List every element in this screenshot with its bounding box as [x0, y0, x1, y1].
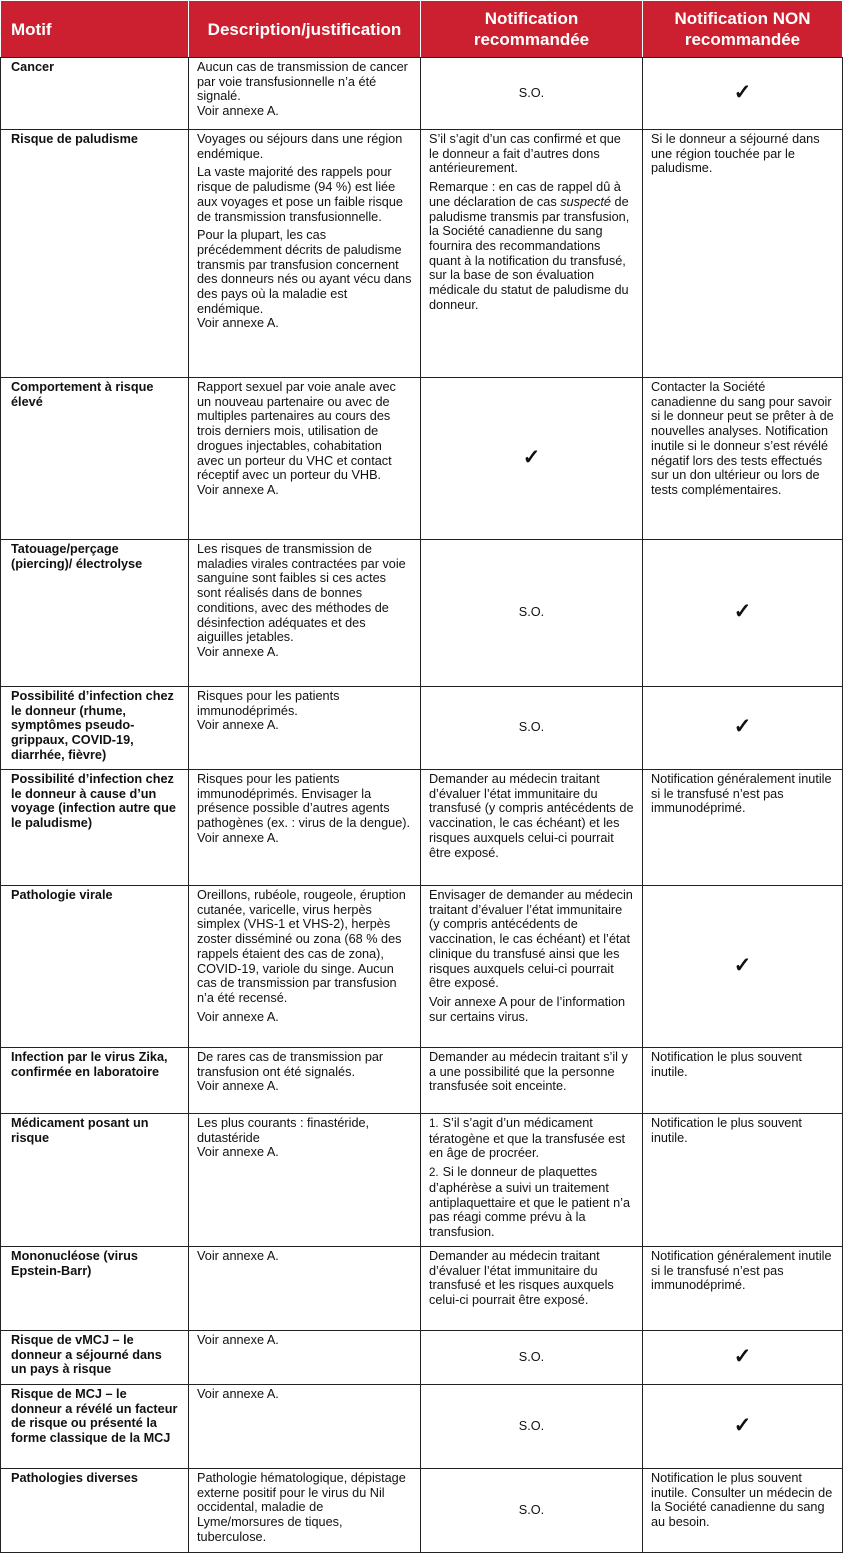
recommended-cell: S.O. — [421, 58, 643, 130]
recommended-cell: S.O. — [421, 1385, 643, 1469]
not-recommended-cell: Notification le plus souvent inutile. Consulter un médecin de la Société canadienne du sang au besoin. — [643, 1469, 843, 1553]
table-row — [1, 1247, 843, 1331]
motif-cell: Médicament posant un risque — [1, 1114, 189, 1247]
motif-cell: Possibilité d’infection chez le donneur (rhume, symptômes pseudo-grippaux, COVID-19, diarrhée, fièvre) — [1, 687, 189, 770]
annex-reference: Voir annexe A. — [197, 1249, 279, 1263]
recommended-cell — [421, 1114, 643, 1247]
annex-reference: Voir annexe A. — [197, 718, 279, 733]
table-row — [1, 378, 843, 540]
motif-cell: Infection par le virus Zika, confirmée en laboratoire — [1, 1048, 189, 1114]
description-cell — [189, 1385, 421, 1469]
annex-reference: Voir annexe A. — [197, 1145, 279, 1160]
check-icon: ✓ — [643, 58, 843, 130]
description-cell — [189, 1331, 421, 1385]
recommended-cell: S.O. — [421, 687, 643, 770]
not-recommended-cell: Notification le plus souvent inutile. — [643, 1048, 843, 1114]
annex-reference: Voir annexe A. — [197, 316, 279, 331]
annex-reference: Voir annexe A. — [197, 830, 279, 845]
table-row — [1, 130, 843, 378]
recommended-text: Voir annexe A pour de l’information sur certains virus. — [429, 994, 626, 1024]
table-row — [1, 540, 843, 687]
description-text: De rares cas de transmission par transfusion ont été signalés. — [197, 1050, 384, 1079]
table-row — [1, 687, 843, 770]
recommended-cell: S.O. — [421, 1469, 643, 1553]
header-description: Description/justification — [189, 1, 421, 58]
recommended-cell — [421, 770, 643, 886]
check-icon: ✓ — [643, 886, 843, 1048]
recommended-text: Demander au médecin traitant s’il y a une possibilité que la personne transfusée soit enceinte. — [429, 1050, 628, 1094]
check-icon: ✓ — [643, 687, 843, 770]
description-cell — [189, 770, 421, 886]
header-row — [1, 1, 843, 58]
annex-reference: Voir annexe A. — [197, 1009, 279, 1024]
description-text: Pathologie hématologique, dépistage externe positif pour le virus du Nil occidental, maladie de Lyme/morsures de tiques, tuberculose. — [197, 1471, 406, 1544]
table-row — [1, 58, 843, 130]
description-text: Aucun cas de transmission de cancer par voie transfusionnelle n’a été signalé. — [197, 60, 408, 104]
annex-reference: Voir annexe A. — [197, 104, 279, 119]
recommended-text: Demander au médecin traitant d’évaluer l’état immunitaire du transfusé et les risques auxquels celui-ci pourrait être exposé. — [429, 1249, 614, 1308]
description-cell — [189, 1247, 421, 1331]
description-cell — [189, 1469, 421, 1553]
check-icon: ✓ — [643, 540, 843, 687]
table-row — [1, 1385, 843, 1469]
annex-reference: Voir annexe A. — [197, 644, 279, 659]
recommended-cell — [421, 130, 643, 378]
not-recommended-cell: Notification le plus souvent inutile. — [643, 1114, 843, 1247]
description-cell — [189, 1114, 421, 1247]
recommended-remark: Remarque : en cas de rappel dû à une déclaration de cas suspecté de paludisme transmis par transfusion, la Société canadienne du sang fournira des recommandations quant à la notification du transfusé, sur la base de son évaluation médicale du statut de paludisme du donneur. — [429, 180, 630, 312]
recommended-cell: S.O. — [421, 1331, 643, 1385]
motif-cell: Mononucléose (virus Epstein-Barr) — [1, 1247, 189, 1331]
annex-reference: Voir annexe A. — [197, 1079, 279, 1094]
motif-cell: Pathologies diverses — [1, 1469, 189, 1553]
description-cell — [189, 540, 421, 687]
table-row — [1, 770, 843, 886]
motif-cell: Possibilité d’infection chez le donneur à cause d’un voyage (infection autre que le paludisme) — [1, 770, 189, 886]
description-cell — [189, 58, 421, 130]
description-text: Risques pour les patients immunodéprimés. Envisager la présence possible d’autres agents pathogènes (ex. : virus de la dengue). — [197, 772, 411, 831]
motif-cell: Risque de MCJ – le donneur a révélé un facteur de risque ou présenté la forme classique de la MCJ — [1, 1385, 189, 1469]
recommended-item: 1. S’il s’agit d’un médicament tératogène et que la transfusée est en âge de procréer. — [429, 1116, 626, 1161]
description-text: Rapport sexuel par voie anale avec un nouveau partenaire ou avec de multiples partenaires au cours des trois derniers mois, utilisation de drogues injectables, cohabitation avec un porteur du VHC et contact réceptif avec un porteur du VHB. — [197, 380, 396, 483]
table-row — [1, 1114, 843, 1247]
motif-cell: Pathologie virale — [1, 886, 189, 1048]
description-text: Risques pour les patients immunodéprimés. — [197, 689, 340, 718]
header-not-recommended: Notification NON recommandée — [643, 1, 843, 58]
motif-cell: Risque de vMCJ – le donneur a séjourné dans un pays à risque — [1, 1331, 189, 1385]
not-recommended-cell: Notification généralement inutile si le transfusé n’est pas immunodéprimé. — [643, 1247, 843, 1331]
description-text: La vaste majorité des rappels pour risque de paludisme (94 %) est liée aux voyages et pose un faible risque de transmission transfusionnelle. — [197, 165, 403, 224]
motif-cell: Comportement à risque élevé — [1, 378, 189, 540]
description-text: Les risques de transmission de maladies virales contractées par voie sanguine sont faibles si ces actes sont réalisés dans de bonnes conditions, avec des méthodes de désinfection adéquates et des aiguilles jetables. — [197, 542, 406, 645]
description-cell — [189, 886, 421, 1048]
motif-cell: Tatouage/perçage (piercing)/ électrolyse — [1, 540, 189, 687]
recommended-cell — [421, 886, 643, 1048]
header-recommended: Notification recommandée — [421, 1, 643, 58]
check-icon: ✓ — [421, 378, 643, 540]
recommended-text: Envisager de demander au médecin traitant d’évaluer l’état immunitaire (y compris antécédents de vaccination, le cas échéant) et l’état clinique du transfusé ainsi que les risques auxquels celui-ci pourrait être exposé. — [429, 888, 633, 991]
check-icon: ✓ — [643, 1385, 843, 1469]
description-cell — [189, 130, 421, 378]
annex-reference: Voir annexe A. — [197, 1387, 279, 1401]
annex-reference: Voir annexe A. — [197, 1333, 279, 1347]
motif-cell: Risque de paludisme — [1, 130, 189, 378]
description-cell — [189, 687, 421, 770]
recommended-cell: S.O. — [421, 540, 643, 687]
table-row — [1, 1048, 843, 1114]
not-recommended-cell: Notification généralement inutile si le transfusé n’est pas immunodéprimé. — [643, 770, 843, 886]
description-text: Les plus courants : finastéride, dutastéride — [197, 1116, 370, 1145]
header-motif: Motif — [1, 1, 189, 58]
recommended-text: S’il s’agit d’un cas confirmé et que le donneur a fait d’autres dons antérieurement. — [429, 132, 621, 176]
recommended-cell — [421, 1247, 643, 1331]
description-text: Pour la plupart, les cas précédemment décrits de paludisme transmis par transfusion concernent des donneurs nés ou ayant vécu dans des pays où la maladie est endémique. — [197, 228, 412, 316]
recommended-cell — [421, 1048, 643, 1114]
description-cell — [189, 1048, 421, 1114]
table-row — [1, 886, 843, 1048]
description-text: Voyages ou séjours dans une région endémique. — [197, 132, 403, 161]
check-icon: ✓ — [643, 1331, 843, 1385]
motif-cell: Cancer — [1, 58, 189, 130]
table-row — [1, 1331, 843, 1385]
not-recommended-cell: Si le donneur a séjourné dans une région touchée par le paludisme. — [643, 130, 843, 378]
annex-reference: Voir annexe A. — [197, 482, 279, 497]
description-cell — [189, 378, 421, 540]
recommended-item: 2. Si le donneur de plaquettes d’aphérèse a suivi un traitement antiplaquettaire et que le patient n’a pas réagi comme prévu à la transfusion. — [429, 1165, 631, 1239]
recommended-text: Demander au médecin traitant d’évaluer l’état immunitaire du transfusé (y compris antécédents de vaccination, le cas échéant) et les risques auxquels celui-ci pourrait être exposé. — [429, 772, 634, 860]
not-recommended-cell: Contacter la Société canadienne du sang pour savoir si le donneur peut se prêter à de nouvelles analyses. Notification inutile si le donneur s’est révélé négatif lors des tests effectués sur un don ultérieur ou lors de tests complémentaires. — [643, 378, 843, 540]
description-text: Oreillons, rubéole, rougeole, éruption cutanée, varicelle, virus herpès simplex (VHS-1 et VHS-2), herpès zoster disséminé ou zona (68 % des rappels étaient des cas de zona), COVID-19, variole du singe. Aucun cas de transmission par transfusion n’a été recensé. — [197, 888, 406, 1005]
table-row — [1, 1469, 843, 1553]
